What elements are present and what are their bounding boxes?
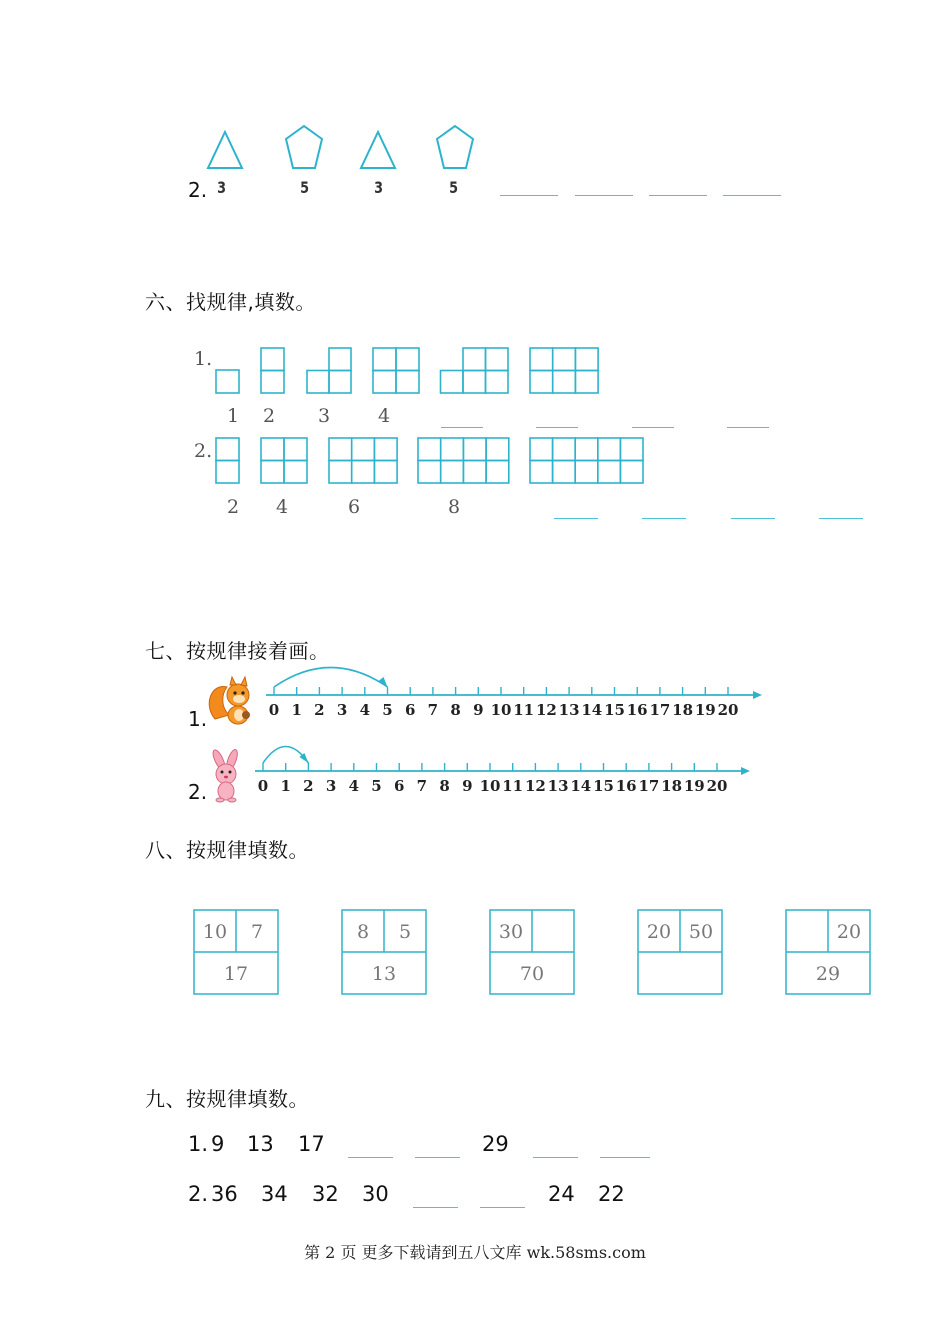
shape-label: 5 bbox=[300, 178, 310, 197]
tick-label: 7 bbox=[416, 777, 428, 795]
question-number: 2. bbox=[194, 440, 213, 462]
box-top-left: 20 bbox=[646, 921, 672, 943]
grid-count-label: 6 bbox=[348, 496, 361, 518]
tick-label: 18 bbox=[661, 777, 683, 795]
tick-label: 16 bbox=[626, 701, 648, 719]
sequence-number: 13 bbox=[247, 1132, 274, 1156]
tick-label: 1 bbox=[291, 701, 302, 719]
grid-count-label: 2 bbox=[227, 496, 240, 518]
tick-label: 13 bbox=[547, 777, 569, 795]
answer-blank[interactable] bbox=[533, 1157, 578, 1158]
tick-label: 15 bbox=[604, 701, 625, 719]
tick-label: 4 bbox=[359, 701, 371, 719]
sequence-number: 36 bbox=[211, 1182, 238, 1206]
tick-label: 9 bbox=[462, 777, 473, 795]
question-number: 2. bbox=[188, 1182, 209, 1206]
box-top-left: 30 bbox=[498, 921, 524, 943]
tick-label: 20 bbox=[706, 777, 728, 795]
tick-label: 17 bbox=[638, 777, 660, 795]
section-heading: 六、找规律,填数。 bbox=[145, 290, 316, 314]
shape-label: 3 bbox=[217, 178, 227, 197]
tick-label: 12 bbox=[524, 777, 546, 795]
question-number: 1. bbox=[188, 707, 208, 731]
sequence-number: 17 bbox=[298, 1132, 325, 1156]
tick-label: 16 bbox=[615, 777, 637, 795]
tick-label: 12 bbox=[535, 701, 557, 719]
page-footer: 第 2 页 更多下载请到五八文库 wk.58sms.com bbox=[304, 1243, 646, 1262]
grid-count-label: 3 bbox=[318, 405, 331, 427]
box-top-right: 5 bbox=[398, 921, 412, 943]
tick-label: 8 bbox=[439, 777, 450, 795]
tick-label: 14 bbox=[570, 777, 592, 795]
tick-label: 2 bbox=[314, 701, 325, 719]
tick-label: 17 bbox=[649, 701, 671, 719]
tick-label: 7 bbox=[427, 701, 439, 719]
grid-count-label: 4 bbox=[276, 496, 289, 518]
section-heading: 九、按规律填数。 bbox=[145, 1087, 309, 1111]
tick-label: 3 bbox=[336, 701, 348, 719]
grid-count-label: 8 bbox=[448, 496, 461, 518]
box-bottom: 70 bbox=[519, 963, 545, 985]
shape-label: 3 bbox=[374, 178, 384, 197]
question-number: 1. bbox=[188, 1132, 209, 1156]
box-top-right: 7 bbox=[250, 921, 264, 943]
answer-blank[interactable] bbox=[413, 1207, 458, 1208]
tick-label: 14 bbox=[581, 701, 603, 719]
tick-label: 11 bbox=[513, 701, 535, 719]
tick-label: 6 bbox=[393, 777, 405, 795]
box-top-left: 8 bbox=[356, 921, 370, 943]
tick-label: 13 bbox=[558, 701, 580, 719]
tick-label: 11 bbox=[502, 777, 524, 795]
tick-label: 3 bbox=[325, 777, 337, 795]
tick-label: 0 bbox=[268, 701, 280, 719]
tick-label: 5 bbox=[382, 701, 393, 719]
tick-label: 20 bbox=[717, 701, 739, 719]
tick-label: 6 bbox=[404, 701, 416, 719]
tick-label: 0 bbox=[257, 777, 269, 795]
box-bottom: 13 bbox=[371, 963, 397, 985]
box-top-right: 50 bbox=[688, 921, 714, 943]
box-bottom: 17 bbox=[223, 963, 249, 985]
question-number: 2. bbox=[188, 780, 208, 804]
answer-blank[interactable] bbox=[600, 1157, 650, 1158]
tick-label: 1 bbox=[280, 777, 291, 795]
tick-label: 19 bbox=[694, 701, 716, 719]
tick-label: 15 bbox=[593, 777, 614, 795]
shape-label: 5 bbox=[449, 178, 459, 197]
answer-blank[interactable] bbox=[480, 1207, 525, 1208]
tick-label: 2 bbox=[303, 777, 314, 795]
tick-label: 19 bbox=[683, 777, 705, 795]
grid-count-label: 4 bbox=[378, 405, 391, 427]
sequence-number: 22 bbox=[598, 1182, 625, 1206]
tick-label: 5 bbox=[371, 777, 382, 795]
sequence-number: 34 bbox=[261, 1182, 288, 1206]
tick-label: 18 bbox=[672, 701, 694, 719]
section-heading: 八、按规律填数。 bbox=[145, 838, 309, 862]
tick-label: 8 bbox=[450, 701, 461, 719]
section-heading: 七、按规律接着画。 bbox=[145, 639, 330, 663]
box-top-right: 20 bbox=[836, 921, 862, 943]
answer-blank[interactable] bbox=[348, 1157, 393, 1158]
question-number: 2. bbox=[188, 178, 208, 202]
sequence-number: 30 bbox=[362, 1182, 389, 1206]
sequence-number: 24 bbox=[548, 1182, 575, 1206]
question-number: 1. bbox=[194, 348, 213, 370]
tick-label: 10 bbox=[490, 701, 512, 719]
box-top-left: 10 bbox=[202, 921, 228, 943]
grid-count-label: 2 bbox=[263, 405, 276, 427]
box-bottom: 29 bbox=[815, 963, 841, 985]
sequence-number: 29 bbox=[482, 1132, 509, 1156]
grid-count-label: 1 bbox=[227, 405, 240, 427]
sequence-number: 9 bbox=[211, 1132, 225, 1156]
sequence-number: 32 bbox=[312, 1182, 339, 1206]
answer-blank[interactable] bbox=[415, 1157, 460, 1158]
tick-label: 4 bbox=[348, 777, 360, 795]
tick-label: 9 bbox=[473, 701, 484, 719]
tick-label: 10 bbox=[479, 777, 501, 795]
